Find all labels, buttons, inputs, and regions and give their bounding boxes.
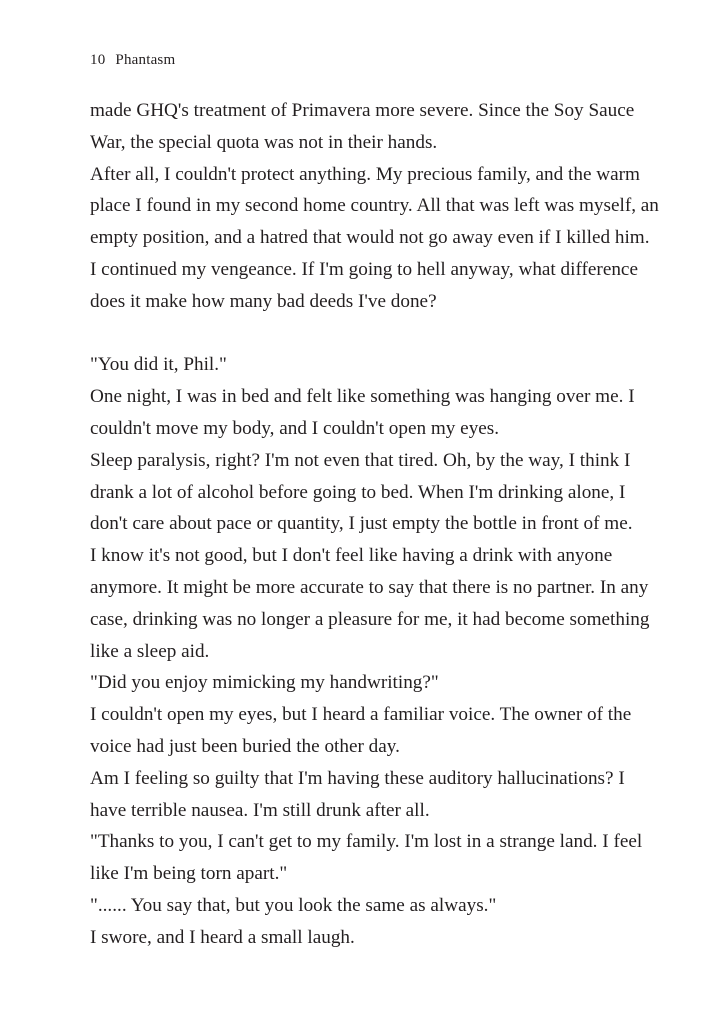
- text-line: One night, I was in bed and felt like something was hanging over me. I: [90, 386, 635, 408]
- paragraph: [90, 890, 608, 922]
- book-title: Phantasm: [115, 52, 176, 68]
- text-line: don't care about pace or quantity, I just empty the bottle in front of me.: [90, 513, 633, 535]
- paragraph: [90, 826, 643, 890]
- text-line: made GHQ's treatment of Primavera more severe. Since the Soy Sauce: [90, 100, 635, 121]
- text-line: drank a lot of alcohol before going to bed. When I'm drinking alone, I: [90, 481, 626, 503]
- paragraph: [90, 699, 632, 763]
- paragraph-spacer: [90, 318, 608, 350]
- text-line: have terrible nausea. I'm still drunk after all.: [90, 799, 430, 821]
- page-number: 10: [90, 52, 106, 68]
- text-line: I couldn't open my eyes, but I heard a familiar voice. The owner of the: [90, 704, 632, 726]
- text-line: "You did it, Phil.": [90, 354, 227, 376]
- text-line: "...... You say that, but you look the same as always.": [90, 894, 497, 916]
- paragraph: [90, 763, 625, 827]
- text-line: Am I feeling so guilty that I'm having these auditory hallucinations? I: [90, 767, 625, 789]
- running-header: [90, 52, 175, 69]
- text-line: does it make how many bad deeds I've done?: [90, 290, 437, 312]
- text-line: I swore, and I heard a small laugh.: [90, 926, 355, 948]
- text-line: I continued my vengeance. If I'm going to hell anyway, what difference: [90, 258, 638, 280]
- body-text: [90, 95, 659, 954]
- text-line: empty position, and a hatred that would not go away even if I killed him.: [90, 227, 650, 249]
- text-line: "Thanks to you, I can't get to my family. I'm lost in a strange land. I feel: [90, 831, 643, 853]
- text-line: I know it's not good, but I don't feel like having a drink with anyone: [90, 545, 613, 567]
- text-line: place I found in my second home country. All that was left was myself, an: [90, 195, 659, 217]
- text-line: case, drinking was no longer a pleasure for me, it had become something: [90, 608, 650, 630]
- paragraph: [90, 254, 638, 318]
- text-line: couldn't move my body, and I couldn't open my eyes.: [90, 417, 500, 439]
- text-line: After all, I couldn't protect anything. My precious family, and the warm: [90, 163, 640, 185]
- text-line: Sleep paralysis, right? I'm not even that tired. Oh, by the way, I think I: [90, 449, 631, 471]
- text-line: War, the special quota was not in their hands.: [90, 131, 438, 153]
- paragraph: [90, 349, 608, 381]
- paragraph: [90, 922, 608, 954]
- paragraph: [90, 159, 659, 254]
- paragraph: [90, 445, 650, 668]
- text-line: voice had just been buried the other day.: [90, 735, 400, 757]
- text-line: like I'm being torn apart.": [90, 863, 288, 885]
- text-line: like a sleep aid.: [90, 640, 210, 662]
- paragraph: [90, 381, 635, 445]
- text-line: "Did you enjoy mimicking my handwriting?": [90, 672, 439, 694]
- paragraph: [90, 667, 608, 699]
- paragraph: [90, 95, 635, 159]
- text-line: anymore. It might be more accurate to say that there is no partner. In any: [90, 576, 649, 598]
